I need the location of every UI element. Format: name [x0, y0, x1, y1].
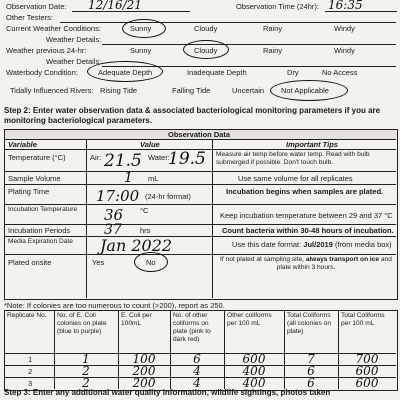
weather-option-cloudy[interactable]: Cloudy [194, 24, 218, 33]
waterbody-option-dry[interactable]: Dry [287, 68, 299, 77]
weather-option-windy[interactable]: Windy [334, 24, 355, 33]
air-temperature-value[interactable]: 21.5 [104, 151, 142, 171]
onsite-tip-suffix: and plate within 3 hours. [276, 256, 392, 271]
water-label: Water: [148, 153, 170, 162]
media-tip-suffix: (from media box) [332, 240, 392, 249]
table-rule [4, 254, 396, 255]
replicate-no-cell: 2 [28, 367, 33, 376]
step3-heading: Step 3: Enter any additional water quality information, wildlife sightings, photos taken [4, 388, 331, 397]
current-weather-label: Current Weather Conditions: [6, 24, 101, 33]
tidal-option-falling[interactable]: Falling Tide [172, 86, 211, 95]
header-total-coliforms-count: Total Coliforms (all colonies on plate) [287, 312, 331, 335]
observation-time-label: Observation Time (24hr): [236, 2, 319, 11]
previous-weather-selection-circle [183, 40, 229, 59]
onsite-tip-prefix: If not plated at sampling site, [220, 256, 306, 263]
waterbody-condition-label: Waterbody Condition: [6, 68, 78, 77]
sample-volume-label: Sample Volume [8, 174, 61, 183]
incubation-periods-label: Incubation Periods [8, 226, 71, 235]
water-temperature-value[interactable]: 19.5 [168, 149, 206, 169]
incubation-temperature-unit: °C [140, 206, 149, 215]
other-coliforms-per-100ml-cell[interactable]: 400 [242, 376, 266, 390]
observation-date-value[interactable]: 12/16/21 [88, 0, 142, 12]
waterbody-option-no-access[interactable]: No Access [322, 68, 358, 77]
waterbody-option-inadequate[interactable]: Inadequate Depth [187, 68, 247, 77]
table-rule [4, 204, 396, 205]
observation-date-label: Observation Date: [6, 2, 67, 11]
incubation-temperature-tip: Keep incubation temperature between 29 and 37 °C [220, 211, 393, 220]
plating-time-tip: Incubation begins when samples are plated. [226, 187, 384, 196]
header-ecoli-count: No. of E. Coli colonies on plate (blue to purple) [57, 312, 107, 335]
media-expiration-value[interactable]: Jan 2022 [100, 236, 173, 255]
incubation-periods-unit: hrs [140, 226, 151, 235]
total-coliforms-per-100ml-cell[interactable]: 700 [355, 352, 379, 366]
plated-onsite-label: Plated onsite [8, 258, 52, 267]
observation-table-title: Observation Data [168, 130, 231, 139]
sample-volume-unit: mL [148, 174, 159, 183]
previous-weather-details-label: Weather Details: [46, 57, 102, 66]
colonies-note: *Note: If colonies are too numerous to count (>200), report as 250. [4, 301, 225, 310]
prev-weather-option-sunny[interactable]: Sunny [130, 46, 152, 55]
temperature-tip: Measure air temp before water temp. Read with bulb submerged if possible. Don't touch bulb. [216, 151, 370, 166]
col-value-header: Value [140, 140, 160, 149]
plated-onsite-tip [218, 256, 394, 272]
media-tip-prefix: Use this date format: [232, 240, 304, 249]
current-weather-details-label: Weather Details: [46, 35, 102, 44]
col-tips-header: Important Tips [286, 140, 338, 149]
tidal-option-rising[interactable]: Rising Tide [100, 86, 138, 95]
plating-time-label: Plating Time [8, 187, 50, 196]
col-divider [86, 139, 87, 298]
header-replicate-no: Replicate No. [7, 312, 47, 319]
waterbody-option-adequate[interactable]: Adequate Depth [98, 68, 153, 77]
incubation-temperature-value[interactable]: 36 [104, 206, 124, 224]
ecoli-count-cell[interactable]: 1 [82, 352, 90, 366]
observation-time-value[interactable]: 16:35 [328, 0, 363, 12]
total-coliforms-count-cell[interactable]: 6 [307, 376, 315, 390]
prev-weather-option-rainy[interactable]: Rainy [263, 46, 283, 55]
other-coliforms-count-cell[interactable]: 4 [193, 376, 201, 390]
plated-onsite-yes[interactable]: Yes [92, 258, 105, 267]
testers-underline [60, 22, 396, 23]
table-rule [4, 171, 396, 172]
current-details-underline [102, 44, 396, 45]
header-total-coliforms-per-100ml: Total Coliforms per 100 mL [341, 312, 385, 327]
total-coliforms-count-cell[interactable]: 7 [307, 352, 315, 366]
prev-weather-option-cloudy[interactable]: Cloudy [194, 46, 218, 55]
other-coliforms-per-100ml-cell[interactable]: 400 [242, 364, 266, 378]
total-coliforms-count-cell[interactable]: 6 [307, 364, 315, 378]
tidal-selection-circle [270, 80, 348, 101]
weather-option-rainy[interactable]: Rainy [263, 24, 283, 33]
waterbody-selection-circle [87, 61, 163, 82]
table-rule [4, 184, 396, 185]
incubation-periods-tip: Count bacteria within 30-48 hours of incubation. [222, 226, 394, 235]
previous-weather-label: Weather previous 24-hr: [6, 46, 87, 55]
table-rule [4, 224, 396, 225]
header-other-coliforms-per-100ml: Other coliforms per 100 mL [227, 312, 272, 327]
replicate-no-cell: 1 [28, 355, 33, 364]
ecoli-count-cell[interactable]: 2 [82, 376, 90, 390]
tidal-option-uncertain[interactable]: Uncertain [232, 86, 265, 95]
ecoli-per-100ml-cell[interactable]: 200 [132, 364, 156, 378]
other-coliforms-per-100ml-cell[interactable]: 600 [242, 352, 266, 366]
header-other-coliforms-count: No. of other coliforms on plate (pink to dark red) [173, 312, 211, 343]
ecoli-per-100ml-cell[interactable]: 100 [132, 352, 156, 366]
step2-heading-line2: monitoring bacteriological parameters. [4, 116, 153, 125]
media-expiration-tip [232, 240, 392, 249]
total-coliforms-per-100ml-cell[interactable]: 600 [355, 364, 379, 378]
header-ecoli-per-100ml: E. Coli per 100mL [121, 312, 152, 327]
ecoli-count-cell[interactable]: 2 [82, 364, 90, 378]
other-coliforms-count-cell[interactable]: 6 [193, 352, 201, 366]
step2-heading-line1: Step 2: Enter water observation data & associated bacteriological monitoring parameters if you are [4, 106, 381, 115]
media-expiration-label: Media Expiration Date [8, 238, 73, 245]
tidal-option-not-applicable[interactable]: Not Applicable [281, 86, 329, 95]
current-weather-selection-circle [122, 19, 166, 38]
prev-weather-option-windy[interactable]: Windy [334, 46, 355, 55]
total-coliforms-per-100ml-cell[interactable]: 600 [355, 376, 379, 390]
tidal-rivers-label: Tidally Influenced Rivers: [10, 86, 94, 95]
media-tip-format: Jul/2019 [303, 240, 333, 249]
plated-onsite-selection-circle [134, 252, 168, 272]
table-rule [4, 236, 396, 237]
other-testers-label: Other Testers: [6, 13, 53, 22]
plated-onsite-no[interactable]: No [146, 258, 156, 267]
onsite-tip-bold: always transport on ice [305, 256, 380, 263]
col-divider [212, 139, 213, 298]
replicate-no-cell: 3 [28, 379, 33, 388]
col-variable-header: Variable [8, 140, 37, 149]
plating-time-value[interactable]: 17:00 [96, 187, 140, 205]
sample-volume-tip: Use same volume for all replicates [238, 174, 353, 183]
incubation-temperature-label: Incubation Temperature [8, 206, 78, 213]
plating-time-unit: (24-hr format) [145, 192, 191, 201]
ecoli-per-100ml-cell[interactable]: 200 [132, 376, 156, 390]
weather-option-sunny[interactable]: Sunny [130, 24, 152, 33]
other-coliforms-count-cell[interactable]: 4 [193, 364, 201, 378]
sample-volume-value[interactable]: 1 [124, 170, 133, 186]
incubation-periods-value[interactable]: 37 [104, 222, 122, 238]
air-label: Air: [90, 153, 102, 162]
temperature-label: Temperature (°C) [8, 153, 66, 162]
